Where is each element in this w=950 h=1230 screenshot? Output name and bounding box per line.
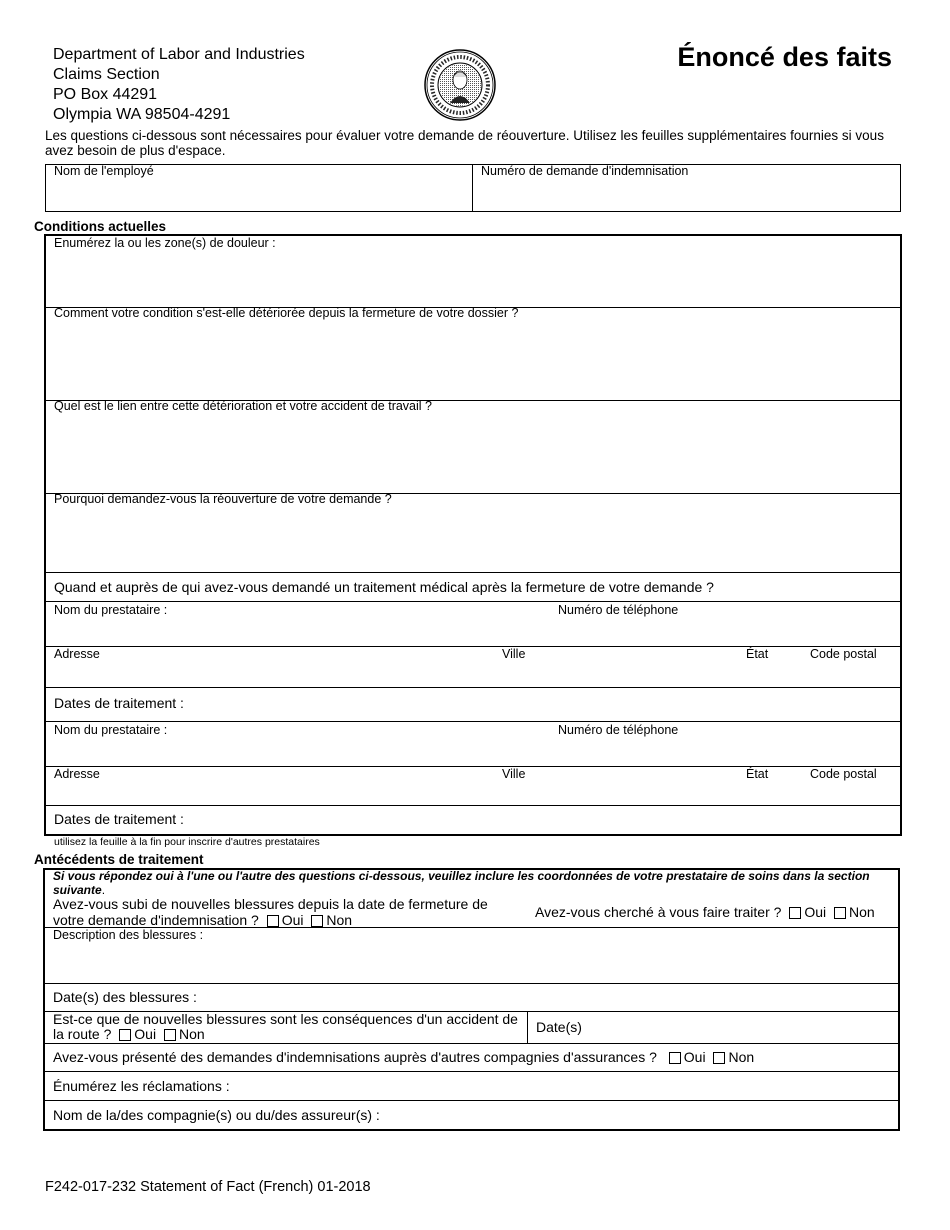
injury-description-field[interactable] bbox=[45, 928, 898, 982]
provider-name-field[interactable] bbox=[46, 722, 900, 765]
other-insurance-text: Avez-vous présenté des demandes d'indemnisations auprès d'autres compagnies d'assurances ? bbox=[53, 1049, 657, 1065]
treatment-dates-field[interactable] bbox=[46, 688, 900, 720]
provider-city-label: Ville bbox=[502, 647, 526, 661]
address-line: Claims Section bbox=[53, 66, 160, 83]
section-heading-conditions: Conditions actuelles bbox=[34, 219, 167, 234]
treatment-dates-label: Dates de traitement : bbox=[54, 695, 184, 711]
road-accident-question-text: la route ? bbox=[53, 1026, 112, 1042]
other-insurance-question bbox=[53, 1049, 754, 1065]
new-injuries-no-checkbox[interactable] bbox=[311, 915, 323, 927]
section-heading-history: Antécédents de traitement bbox=[34, 852, 204, 867]
accident-dates-field[interactable] bbox=[528, 1012, 898, 1042]
provider-phone-label: Numéro de téléphone bbox=[558, 603, 679, 617]
provider-state-label: État bbox=[746, 767, 769, 781]
other-insurance-no-checkbox[interactable] bbox=[713, 1052, 725, 1064]
treatment-dates-label: Dates de traitement : bbox=[54, 811, 184, 827]
injury-dates-field[interactable] bbox=[45, 984, 898, 1010]
no-label: Non bbox=[728, 1049, 755, 1065]
no-label: Non bbox=[849, 904, 875, 920]
employee-name-label: Nom de l'employé bbox=[54, 164, 154, 178]
provider-state-label: État bbox=[746, 647, 769, 661]
intro-text: Les questions ci-dessous sont nécessaires pour évaluer votre demande de réouverture. Utilisez les feuilles supplémentaires fournies si vous avez besoin de plus d'espace. bbox=[45, 128, 884, 158]
link-label: Quel est le lien entre cette détérioration et votre accident de travail ? bbox=[54, 399, 432, 413]
history-instruction bbox=[53, 869, 873, 897]
accident-dates-label: Date(s) bbox=[536, 1019, 582, 1035]
list-claims-field[interactable] bbox=[45, 1072, 898, 1099]
state-seal-icon bbox=[424, 49, 496, 121]
yes-label: Oui bbox=[281, 912, 304, 928]
road-accident-no-checkbox[interactable] bbox=[164, 1029, 176, 1041]
pain-areas-label: Enumérez la ou les zone(s) de douleur : bbox=[54, 236, 276, 250]
claim-number-field[interactable] bbox=[473, 164, 900, 211]
yes-label: Oui bbox=[134, 1026, 157, 1042]
provider-name-label: Nom du prestataire : bbox=[54, 603, 168, 617]
yes-label: Oui bbox=[804, 904, 827, 920]
provider-address-field[interactable] bbox=[46, 647, 900, 686]
sought-treatment-question bbox=[535, 904, 875, 920]
when-treatment-question: Quand et auprès de qui avez-vous demandé un traitement médical après la fermeture de votre demande ? bbox=[54, 579, 714, 595]
new-injuries-yes-checkbox[interactable] bbox=[267, 915, 279, 927]
why-reopen-label: Pourquoi demandez-vous la réouverture de votre demande ? bbox=[54, 492, 392, 506]
road-accident-question-line2 bbox=[53, 1027, 518, 1042]
new-injuries-question-line: Avez-vous subi de nouvelles blessures depuis la date de fermeture de bbox=[53, 896, 488, 912]
insurers-label: Nom de la/des compagnie(s) ou du/des assureur(s) : bbox=[53, 1107, 380, 1123]
history-instruction-period: . bbox=[101, 883, 106, 897]
employee-name-field[interactable] bbox=[46, 164, 472, 211]
treatment-dates-field[interactable] bbox=[46, 806, 900, 834]
agency-address bbox=[53, 45, 305, 125]
no-label: Non bbox=[326, 912, 353, 928]
new-injuries-question-line2 bbox=[53, 912, 488, 928]
provider-zip-label: Code postal bbox=[810, 767, 877, 781]
road-accident-question-line: Est-ce que de nouvelles blessures sont les conséquences d'un accident de bbox=[53, 1011, 518, 1027]
list-claims-label: Énumérez les réclamations : bbox=[53, 1078, 230, 1094]
injury-dates-label: Date(s) des blessures : bbox=[53, 989, 197, 1005]
road-accident-yes-checkbox[interactable] bbox=[119, 1029, 131, 1041]
address-line: Olympia WA 98504-4291 bbox=[53, 106, 231, 123]
link-field[interactable] bbox=[46, 401, 900, 492]
sought-treatment-text: Avez-vous cherché à vous faire traiter ? bbox=[535, 904, 782, 920]
yes-label: Oui bbox=[683, 1049, 706, 1065]
address-line: PO Box 44291 bbox=[53, 86, 158, 103]
insurers-field[interactable] bbox=[45, 1101, 898, 1129]
claim-number-label: Numéro de demande d'indemnisation bbox=[481, 164, 689, 178]
provider-address-label: Adresse bbox=[54, 767, 100, 781]
provider-zip-label: Code postal bbox=[810, 647, 877, 661]
additional-providers-note: utilisez la feuille à la fin pour inscrire d'autres prestataires bbox=[54, 836, 320, 848]
pain-areas-field[interactable] bbox=[46, 236, 900, 306]
history-instruction-text: Si vous répondez oui à l'une ou l'autre des questions ci-dessous, veuillez inclure les coordonnées de votre prestataire de soins dans la section suivante bbox=[53, 869, 870, 897]
injury-description-label: Description des blessures : bbox=[53, 928, 204, 942]
address-line: Department of Labor and Industries bbox=[53, 46, 305, 63]
provider-name-field[interactable] bbox=[46, 602, 900, 645]
sought-treatment-no-checkbox[interactable] bbox=[834, 907, 846, 919]
provider-city-label: Ville bbox=[502, 767, 526, 781]
why-reopen-field[interactable] bbox=[46, 494, 900, 571]
sought-treatment-yes-checkbox[interactable] bbox=[789, 907, 801, 919]
form-number-footer: F242-017-232 Statement of Fact (French) 01-2018 bbox=[45, 1179, 371, 1195]
no-label: Non bbox=[178, 1026, 205, 1042]
road-accident-question bbox=[53, 1012, 518, 1042]
deterioration-label: Comment votre condition s'est-elle détériorée depuis la fermeture de votre dossier ? bbox=[54, 306, 519, 320]
new-injuries-question bbox=[53, 896, 488, 928]
provider-address-label: Adresse bbox=[54, 647, 100, 661]
deterioration-field[interactable] bbox=[46, 308, 900, 399]
provider-phone-label: Numéro de téléphone bbox=[558, 723, 679, 737]
provider-name-label: Nom du prestataire : bbox=[54, 723, 168, 737]
new-injuries-question-text: votre demande d'indemnisation ? bbox=[53, 912, 259, 928]
provider-address-field[interactable] bbox=[46, 767, 900, 804]
form-title: Énoncé des faits bbox=[677, 42, 892, 72]
other-insurance-yes-checkbox[interactable] bbox=[669, 1052, 681, 1064]
